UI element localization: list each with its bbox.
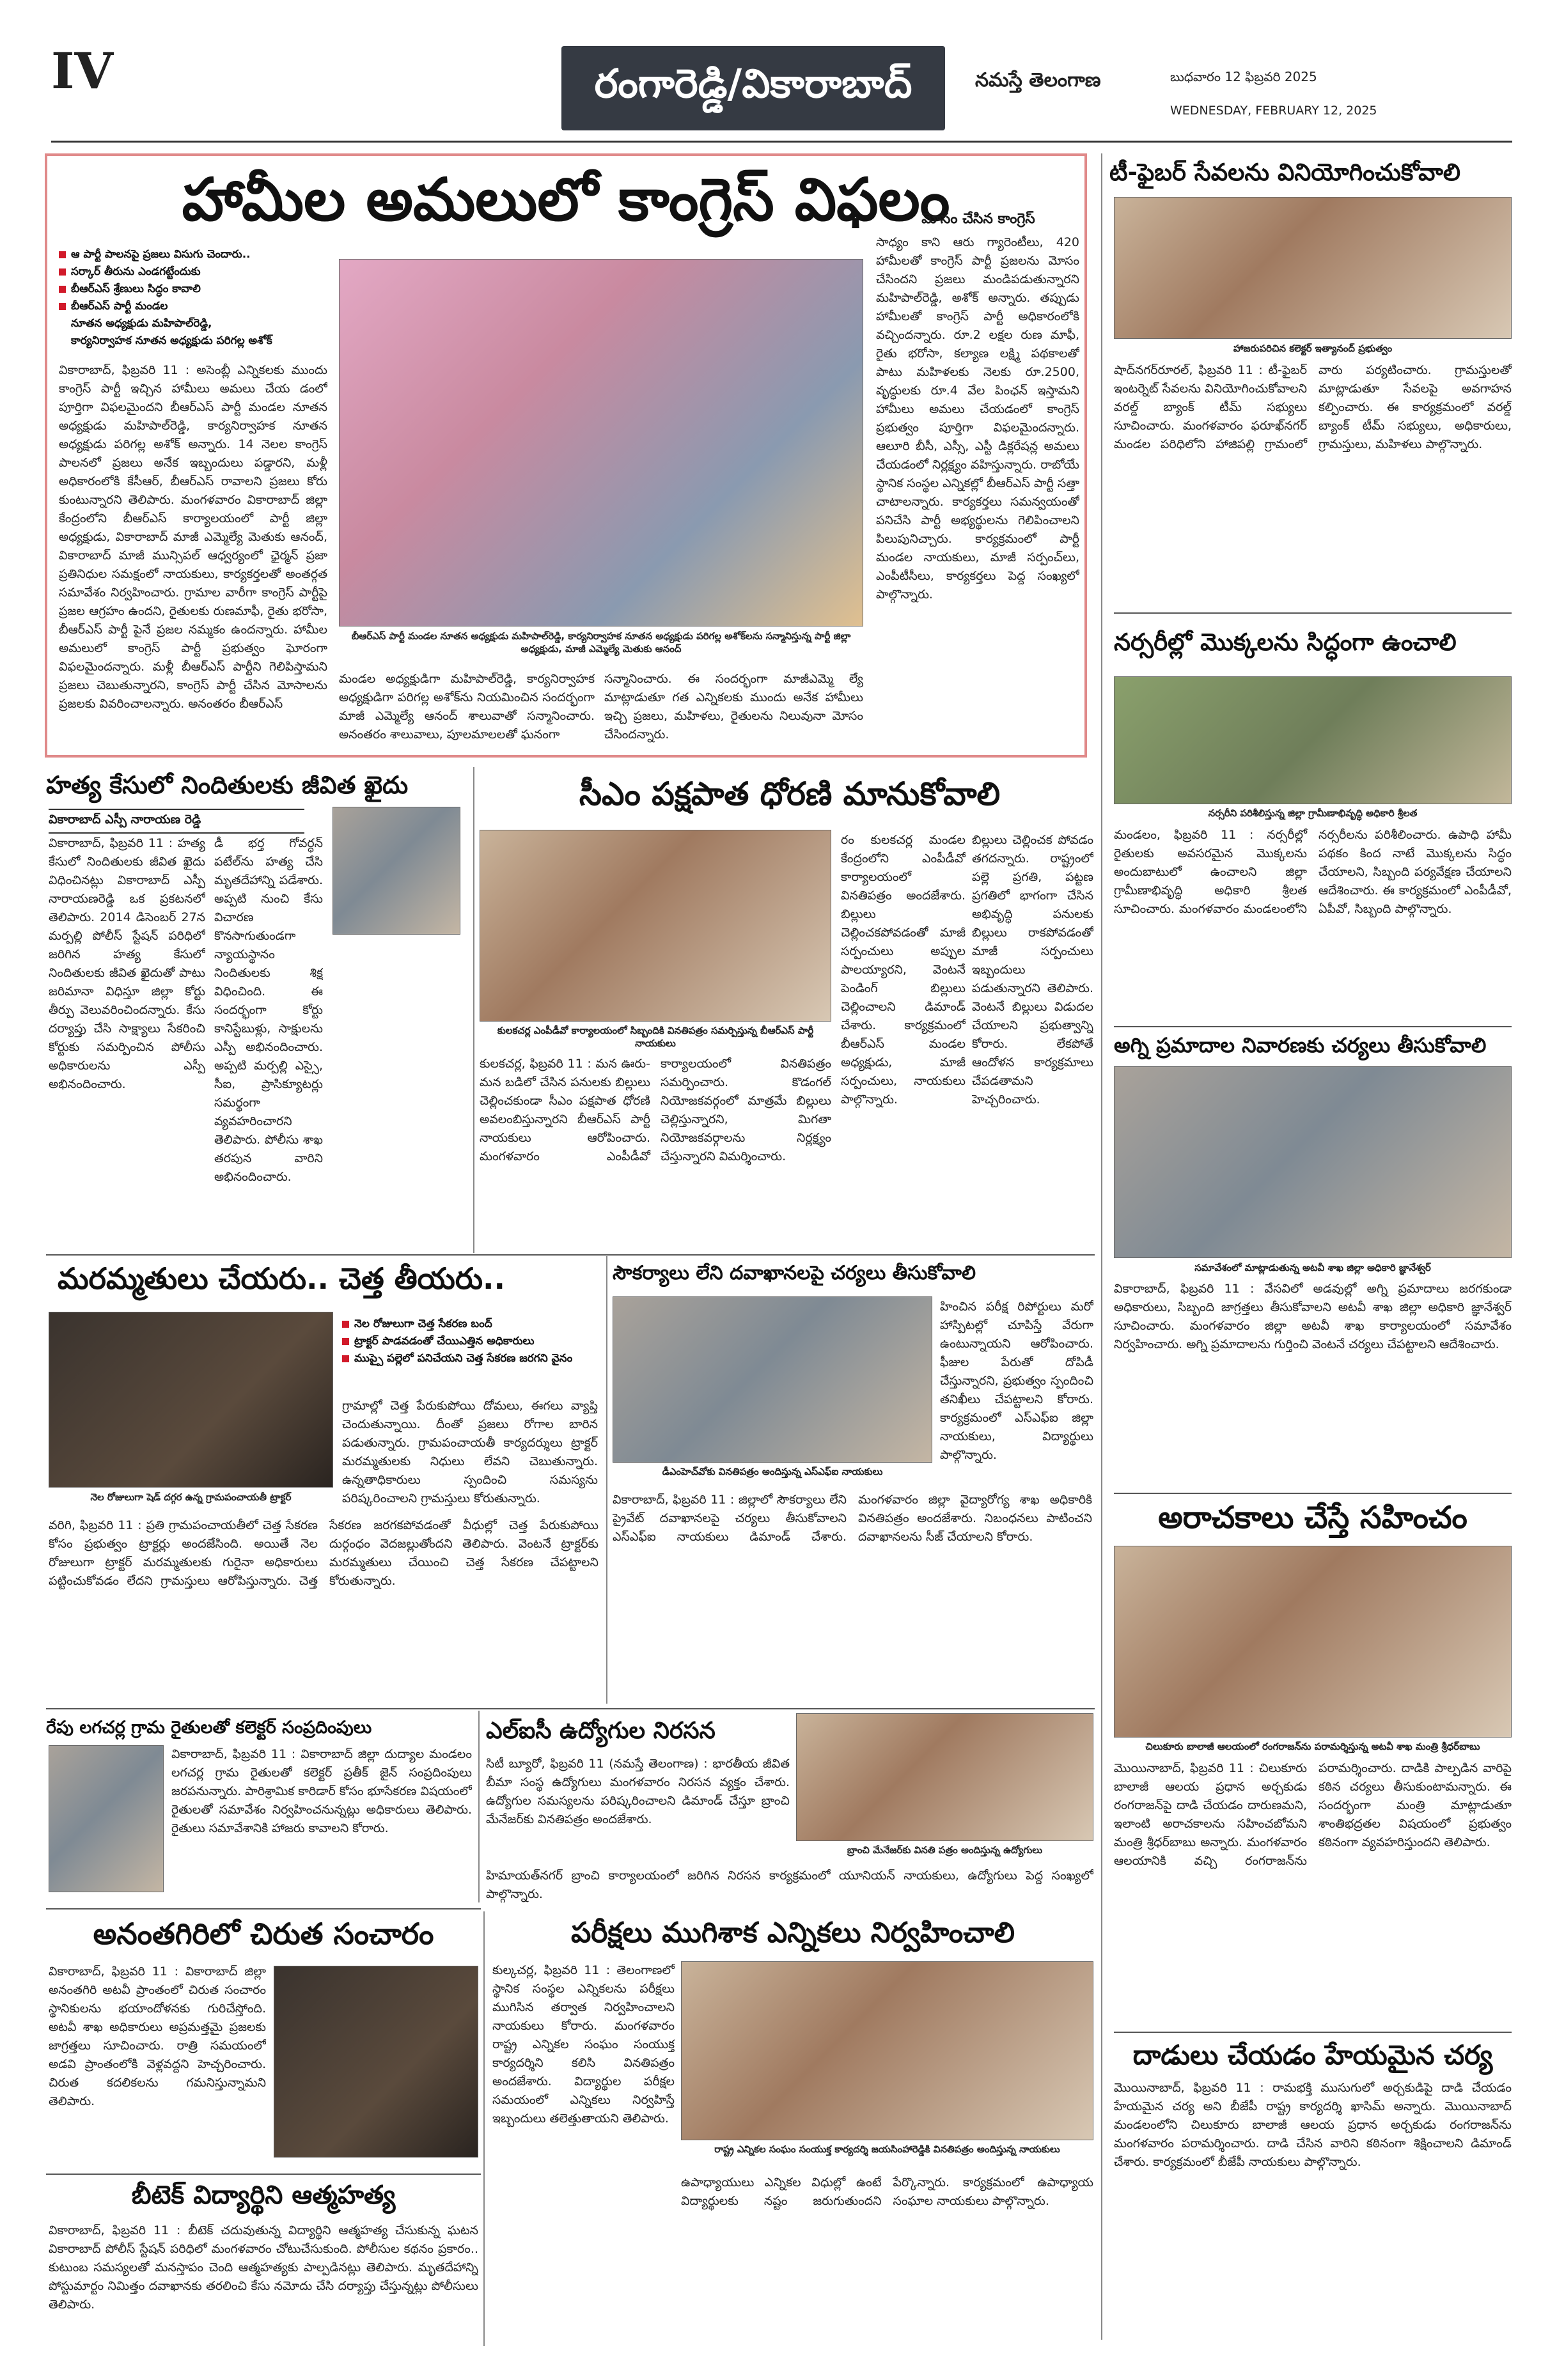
tfiber-headline: టీ-ఫైబర్ సేవలను వినియోగించుకోవాలి — [1109, 159, 1460, 186]
exams-body: కుల్కచర్ల, ఫిబ్రవరి 11 : తెలంగాణలో స్థానిక సంస్థల ఎన్నికలను పరీక్షలు ముగిసిన తర్వాత నిర్వహించాలని నాయకులు కోరారు. మంగళవారం రాష్ట్ర ఎన్నికల సంఘం సంయుక్త కార్యదర్శిని కలిసి వినతిపత్రం అందజేశారు. విద్యార్థుల పరీక్షల సమయంలో ఎన్నికలు నిర్వహిస్తే ఇబ్బందులు తలెత్తుతాయని తెలిపారు. — [492, 1963, 675, 2126]
anarchy-headline: అరాచకాలు చేస్తే సహించం — [1158, 1500, 1467, 1536]
tractor-photo — [49, 1312, 333, 1488]
lic-body: సిటీ బ్యూరో, ఫిబ్రవరి 11 (నమస్తే తెలంగాణ) : భారతీయ జీవిత బీమా సంస్థ ఉద్యోగులు మంగళవారం నిరసన వ్యక్తం చేశారు. ఉద్యోగుల సమస్యలను పరిష్కరించాలని డిమాండ్ చేస్తూ బ్రాంచి మేనేజర్‌కు వినతిపత్రం అందజేశారు. — [486, 1757, 790, 1826]
lic-caption: బ్రాంచి మేనేజర్‌కు వినతి పత్రం అందిస్తున్న ఉద్యోగులు — [847, 1844, 1043, 1856]
exams-body2: ఉపాధ్యాయులు ఎన్నికల విధుల్లో ఉంటే విద్యార్థులకు నష్టం జరుగుతుందని పేర్కొన్నారు. కార్యక్రమంలో ఉపాధ్యాయ సంఘాల నాయకులు పాల్గొన్నారు. — [681, 2175, 1093, 2208]
exams-caption: రాష్ట్ర ఎన్నికల సంఘం సంయుక్త కార్యదర్శి జయసింహారెడ్డికి వినతిపత్రం అందిస్తున్న నాయకులు — [714, 2143, 1060, 2155]
lead-photo — [339, 259, 863, 626]
lead-subhead: మోసం చేసిన కాంగ్రెస్ — [921, 211, 1035, 227]
collector-photo — [49, 1745, 164, 1892]
repair-body-b: గ్రామాల్లో చెత్త పేరుకుపోయి దోమలు, ఈగలు వ్యాప్తి చెందుతున్నాయి. దీంతో ప్రజలు రోగాల బారిన పడుతున్నారు. గ్రామపంచాయతీ కార్యదర్శులు ట్రాక్టర్ మరమ్మతులకు నిధులు లేవని చెబుతున్నారు. ఉన్నతాధికారులు స్పందించి సమస్యను పరిష్కరించాలని గ్రామస్తులు కోరుతున్నారు. — [342, 1399, 598, 1505]
lead-bullet: ఆ పార్టీ పాలనపై ప్రజలు విసుగు చెందారు.. — [59, 246, 302, 263]
lead-bullets — [59, 246, 302, 350]
lead-bullet: కార్యనిర్వాహక నూతన అధ్యక్షుడు పరిగల్ల అశోక్ — [71, 334, 272, 347]
lead-bullet: బీఆర్ఎస్ శ్రేణులు సిద్ధం కావాలి — [59, 281, 302, 298]
hospital-headline: సౌకర్యాలు లేని దవాఖానలపై చర్యలు తీసుకోవాలి — [613, 1262, 976, 1284]
tfiber-body: షాద్‌నగర్‌రూరల్, ఫిబ్రవరి 11 : టీ-ఫైబర్ ఇంటర్నెట్ సేవలను వినియోగించుకోవాలని వరల్డ్ బ్యాంక్ టీమ్ సభ్యులు సూచించారు. మంగళవారం ఫరూఖ్‌నగర్ మండల పరిధిలోని హాజిపల్లి గ్రామంలో వారు పర్యటించారు. గ్రామస్తులతో మాట్లాడుతూ సేవలపై అవగాహన కల్పించారు. ఈ కార్యక్రమంలో వరల్డ్ బ్యాంక్ టీమ్ సభ్యులు, అధికారులు, గ్రామస్తులు, మహిళలు పాల్గొన్నారు. — [1114, 363, 1512, 451]
divider — [46, 1708, 1095, 1709]
repair-bullet: ముప్పై పల్లెలో పనిచేయని చెత్త సేకరణ జరగని వైనం — [342, 1350, 598, 1367]
repair-body: వరిగి, ఫిబ్రవరి 11 : ప్రతి గ్రామపంచాయతీలో చెత్త సేకరణ కోసం ప్రభుత్వం ట్రాక్టర్లు అందజేసింది. అయితే నెల రోజులుగా ట్రాక్టర్ మరమ్మతులకు గురైనా అధికారులు పట్టించుకోవడం లేదని గ్రామస్తులు ఆరోపిస్తున్నారు. చెత్త సేకరణ జరగకపోవడంతో వీధుల్లో చెత్త పేరుకుపోయి దుర్గంధం వెదజల్లుతోందని తెలిపారు. వెంటనే ట్రాక్టర్‌కు మరమ్మతులు చేయించి చెత్త సేకరణ చేపట్టాలని కోరుతున్నారు. — [49, 1518, 599, 1588]
divider — [46, 2174, 481, 2175]
lic-photo — [796, 1713, 1093, 1841]
leopard-headline: అనంతగిరిలో చిరుత సంచారం — [93, 1917, 434, 1951]
exams-photo — [681, 1961, 1093, 2140]
tfiber-caption: హాజరుపరిచిన కలెక్టర్ ఇత్యానంద్ ప్రభుత్వం — [1233, 343, 1393, 354]
cm-body2: రం కులకచర్ల మండల కేంద్రంలోని ఎంపీడీవో కార్యాలయంలో వినతిపత్రం అందజేశారు. బిల్లులు చెల్లించకపోవడంతో మాజీ సర్పంచులు అప్పుల పాలయ్యారని, వెంటనే పెండింగ్ బిల్లులు చెల్లించాలని డిమాండ్ చేశారు. కార్యక్రమంలో బీఆర్ఎస్ మండల అధ్యక్షుడు, మాజీ సర్పంచులు, నాయకులు పాల్గొన్నారు. — [841, 833, 966, 1107]
exams-headline: పరీక్షలు ముగిశాక ఎన్నికలు నిర్వహించాలి — [571, 1917, 1015, 1949]
repair-bullet: నెల రోజులుగా చెత్త సేకరణ బంద్ — [342, 1316, 598, 1333]
right-col-divider — [1101, 153, 1102, 2340]
hospital-body2: హించిన పరీక్ష రిపోర్టులు మరో హాస్పిటల్లో చూపిస్తే వేరుగా ఉంటున్నాయని ఆరోపించారు. ఫీజుల పేరుతో దోపిడీ చేస్తున్నారని, ప్రభుత్వం స్పందించి తనిఖీలు చేపట్టాలని కోరారు. కార్యక్రమంలో ఎస్‌ఎఫ్‌ఐ జిల్లా నాయకులు, విద్యార్థులు పాల్గొన్నారు. — [940, 1300, 1093, 1462]
date-english: WEDNESDAY, FEBRUARY 12, 2025 — [1170, 104, 1377, 118]
cm-body3: బిల్లులు చెల్లించక పోవడం తగదన్నారు. రాష్ట్రంలో పల్లె ప్రగతి, పట్టణ ప్రగతిలో భాగంగా చేసిన అభివృద్ధి పనులకు బిల్లులు రాకపోవడంతో మాజీ సర్పంచులు ఇబ్బందులు పడుతున్నారని తెలిపారు. వెంటనే బిల్లులు విడుదల చేయాలని ప్రభుత్వాన్ని కోరారు. లేకపోతే ఆందోళన కార్యక్రమాలు చేపడతామని హెచ్చరించారు. — [972, 833, 1093, 1107]
anarchy-caption: చిలుకూరు బాలాజీ ఆలయంలో రంగరాజన్‌ను పరామర్శిస్తున్న అటవీ శాఖ మంత్రి శ్రీధర్‌బాబు — [1145, 1741, 1480, 1752]
repair-bullets — [342, 1316, 598, 1367]
attack-body: మొయినాబాద్, ఫిబ్రవరి 11 : రామభక్తి ముసుగులో అర్చకుడిపై దాడి చేయడం హేయమైన చర్య అని బీజేపీ రాష్ట్ర కార్యదర్శి ఖాసిమ్‌ అన్నారు. మొయినాబాద్ మండలంలోని చిలుకూరు బాలాజీ ఆలయ ప్రధాన అర్చకుడు రంగరాజన్‌ను మంగళవారం పరామర్శించారు. దాడి చేసిన వారిని కఠినంగా శిక్షించాలని డిమాండ్ చేశారు. కార్యక్రమంలో బీజేపీ నాయకులు పాల్గొన్నారు. — [1114, 2081, 1512, 2169]
murder-body2: డీ భర్త గోవర్ధన్ పటేల్‌ను హత్య చేసి మృతదేహాన్ని పడేశారు. అప్పటి నుంచి కేసు విచారణ కొనసాగుతుండగా న్యాయస్థానం నిందితులకు శిక్ష విధించింది. ఈ సందర్భంగా కోర్టు కానిస్టేబుళ్లు, సాక్షులను ఎస్పీ అభినందించారు. అప్పటి మర్పల్లి ఎస్సై, సీఐ, ప్రాసిక్యూటర్లు సమర్థంగా వ్యవహరించారని తెలిపారు. పోలీసు శాఖ తరపున వారిని అభినందించారు. — [214, 836, 323, 1184]
date-telugu: బుధవారం 12 ఫిబ్రవరి 2025 — [1170, 69, 1317, 84]
lead-headline: హామీల అమలులో కాంగ్రెస్ విఫలం — [182, 166, 950, 234]
cm-caption: కులకచర్ల ఎంపీడీవో కార్యాలయంలో సిబ్బందికి వినతిపత్రం సమర్పిస్తున్న బీఆర్ఎస్ పార్టీ నాయకులు — [497, 1025, 814, 1049]
fire-body: వికారాబాద్, ఫిబ్రవరి 11 : వేసవిలో అడవుల్లో అగ్ని ప్రమాదాలు జరగకుండా అధికారులు, సిబ్బంది జాగ్రత్తలు తీసుకోవాలని అటవీ శాఖ జిల్లా అధికారి జ్ఞానేశ్వర్ సూచించారు. మంగళవారం జిల్లా అటవీ శాఖ కార్యాలయంలో సమావేశం నిర్వహించారు. అగ్ని ప్రమాదాలను గుర్తించి వెంటనే చర్యలు చేపట్టాలని ఆదేశించారు. — [1114, 1282, 1512, 1351]
nursery-photo — [1114, 676, 1512, 804]
nursery-caption: నర్సరీని పరిశీలిస్తున్న జిల్లా గ్రామీణాభివృద్ధి అధికారి శ్రీలత — [1208, 807, 1418, 819]
lead-body-right: సాధ్యం కాని ఆరు గ్యారెంటీలు, 420 హామీలతో కాంగ్రెస్ పార్టీ ప్రజలను మోసం చేసిందని ప్రజలు మండిపడుతున్నారని మహిపాల్‌రెడ్డి, అశోక్ అన్నారు. తప్పుడు హామీలతో కాంగ్రెస్ పార్టీ అధికారంలోకి వచ్చిందన్నారు. రూ.2 లక్షల రుణ మాఫీ, రైతు భరోసా, కల్యాణ లక్ష్మి పథకాలతో పాటు మహిళలకు నెలకు రూ.2500, వృద్ధులకు రూ.4 వేల పింఛన్ ఇస్తామని హామీలు అమలు చేయడంలో కాంగ్రెస్ ప్రభుత్వం పూర్తిగా విఫలమైందన్నారు. ఆలూరి బీసీ, ఎస్సీ, ఎస్టీ డిక్లరేషన్ల అమలు చేయడంలో నిర్లక్ష్యం వహిస్తున్నారు. రాబోయే స్థానిక సంస్థల ఎన్నికల్లో బీఆర్ఎస్ పార్టీ సత్తా చాటాలన్నారు. కార్యకర్తలు సమన్వయంతో పనిచేసి పార్టీ అభ్యర్థులను గెలిపించాలని పిలుపునిచ్చారు. కార్యక్రమంలో పార్టీ మండల నాయకులు, మాజీ సర్పంచ్‌లు, ఎంపీటీసీలు, కార్యకర్తలు పెద్ద సంఖ్యలో పాల్గొన్నారు. — [876, 235, 1079, 602]
divider — [473, 767, 474, 1253]
collector-headline: రేపు లగచర్ల గ్రామ రైతులతో కలెక్టర్ సంప్రదింపులు — [46, 1718, 372, 1738]
cm-body1: కులకచర్ల, ఫిబ్రవరి 11 : మన ఊరు-మన బడిలో చేసిన పనులకు బిల్లులు చెల్లించకుండా సీఎం పక్షపాత ధోరణి అవలంబిస్తున్నారని బీఆర్ఎస్ పార్టీ నాయకులు ఆరోపించారు. మంగళవారం ఎంపీడీవో కార్యాలయంలో వినతిపత్రం సమర్పించారు. కొడంగల్ నియోజకవర్గంలో మాత్రమే బిల్లులు చెల్లిస్తున్నారని, మిగతా నియోజకవర్గాలను నిర్లక్ష్యం చేస్తున్నారని విమర్శించారు. — [480, 1057, 831, 1163]
divider — [1114, 2032, 1512, 2033]
divider — [1114, 1026, 1512, 1027]
lead-below-col2: సన్మానించారు. ఈ సందర్భంగా మాజీఎమ్మె ల్యే మాట్లాడుతూ గత ఎన్నికలకు ముందు అనేక హామీలు ఇచ్చి ప్రజలు, మహిళలు, రైతులను నిలువునా మోసం చేసిందన్నారు. — [604, 672, 863, 742]
lead-bullet: నూతన అధ్యక్షుడు మహిపాల్‌రెడ్డి, — [71, 317, 212, 330]
repair-bullet: ట్రాక్టర్ పాడవడంతో చేయిఎత్తిన అధికారులు — [342, 1333, 598, 1350]
tractor-caption: నెల రోజులుగా షెడ్ దగ్గర ఉన్న గ్రామపంచాయతీ ట్రాక్టర్ — [90, 1491, 292, 1503]
cm-headline: సీఎం పక్షపాత ధోరణి మానుకోవాలి — [579, 775, 1001, 813]
section-title: రంగారెడ్డి/వికారాబాద్ — [594, 60, 912, 107]
lead-photo-caption: బీఆర్ఎస్ పార్టీ మండల నూతన అధ్యక్షుడు మహిపాల్‌రెడ్డి, కార్యనిర్వాహక నూతన అధ్యక్షుడు పరిగల్ల అశోక్‌లను సన్మానిస్తున్న పార్టీ జిల్లా అధ్యక్షుడు, మాజీ ఎమ్మెల్యే మెతుకు ఆనంద్ — [351, 630, 851, 655]
divider — [46, 1254, 1095, 1256]
anarchy-photo — [1114, 1546, 1512, 1738]
collector-body: వికారాబాద్, ఫిబ్రవరి 11 : వికారాబాద్ జిల్లా దుద్యాల మండలం లగచర్ల గ్రామ రైతులతో కలెక్టర్ ప్రతీక్ జైన్ సంప్రదింపులు జరపనున్నారు. పారిశ్రామిక కారిడార్ కోసం భూసేకరణ విషయంలో రైతులతో సమావేశం నిర్వహించనున్నట్లు అధికారులు తెలిపారు. రైతులు సమావేశానికి హాజరు కావాలని కోరారు. — [171, 1747, 472, 1835]
btech-body: వికారాబాద్, ఫిబ్రవరి 11 : బీటెక్ చదువుతున్న విద్యార్థిని ఆత్మహత్య చేసుకున్న ఘటన వికారాబాద్ పోలీస్ స్టేషన్ పరిధిలో మంగళవారం చోటుచేసుకుంది. పోలీసుల కథనం ప్రకారం.. కుటుంబ సమస్యలతో మనస్తాపం చెంది ఆత్మహత్యకు పాల్పడినట్లు తెలిపారు. మృతదేహాన్ని పోస్టుమార్టం నిమిత్తం దవాఖానకు తరలించి కేసు నమోదు చేసి దర్యాప్తు చేస్తున్నట్లు పోలీసులు తెలిపారు. — [49, 2223, 478, 2312]
btech-headline: బీటెక్ విద్యార్థిని ఆత్మహత్య — [131, 2181, 396, 2210]
fire-headline: అగ్ని ప్రమాదాల నివారణకు చర్యలు తీసుకోవాలి — [1114, 1033, 1487, 1057]
page-number: IV — [51, 42, 114, 100]
divider — [1114, 1493, 1512, 1494]
hospital-body: వికారాబాద్, ఫిబ్రవరి 11 : జిల్లాలో సౌకర్యాలు లేని ప్రైవేట్ దవాఖానలపై చర్యలు తీసుకోవాలని ఎస్‌ఎఫ్‌ఐ నాయకులు డిమాండ్ చేశారు. మంగళవారం జిల్లా వైద్యారోగ్య శాఖ అధికారికి వినతిపత్రం అందజేశారు. నిబంధనలు పాటించని దవాఖానలను సీజ్ చేయాలని కోరారు. — [613, 1493, 1092, 1544]
cm-photo — [480, 830, 831, 1022]
sp-photo — [333, 807, 460, 935]
fire-caption: సమావేశంలో మాట్లాడుతున్న అటవీ శాఖ జిల్లా అధికారి జ్ఞానేశ్వర్ — [1194, 1262, 1431, 1273]
tfiber-photo — [1114, 197, 1512, 339]
murder-headline: హత్య కేసులో నిందితులకు జీవిత ఖైదు — [46, 771, 409, 799]
leopard-photo — [274, 1966, 478, 2158]
nursery-headline: నర్సరీల్లో మొక్కలను సిద్ధంగా ఉంచాలి — [1114, 628, 1457, 656]
hospital-caption: డీఎంహెచ్‌వోకు వినతిపత్రం అందిస్తున్న ఎస్‌ఎఫ్‌ఐ నాయకులు — [662, 1466, 883, 1477]
lead-body-col1: వికారాబాద్, ఫిబ్రవరి 11 : అసెంబ్లీ ఎన్నికలకు ముందు కాంగ్రెస్ పార్టీ ఇచ్చిన హామీలు అమలు చేయ డంలో పూర్తిగా విఫలమైందని బీఆర్ఎస్ పార్టీ మండల నూతన అధ్యక్షుడు మహిపాల్‌రెడ్డి, కార్యనిర్వాహక నూతన అధ్యక్షుడు పరిగల్ల అశోక్ అన్నారు. 14 నెలల కాంగ్రెస్ పాలనలో ప్రజలు అనేక ఇబ్బందులు పడ్డారని, మళ్లీ అధికారంలోకి కేసీఆర్, బీఆర్ఎస్ రావాలని ప్రజలు కోరు కుంటున్నారని తెలిపారు. మంగళవారం వికారాబాద్ జిల్లా కేంద్రంలోని బీఆర్ఎస్ కార్యాలయంలో పార్టీ జిల్లా అధ్యక్షుడు, వికారాబాద్ మాజీ ఎమ్మెల్యే మెతుకు ఆనంద్, వికారాబాద్ మాజీ మున్సిపల్ ఆధ్వర్యంలో ఛైర్మన్ ప్రజా ప్రతినిధుల సమక్షంలో నాయకులు, కార్యకర్తలతో అంతర్గత సమావేశం నిర్వహించారు. గ్రామాల వారీగా కాంగ్రెస్ పార్టీపై ప్రజల ఆగ్రహం ఉందని, రైతులకు రుణమాఫీ, రైతు భరోసా, బీఆర్ఎస్ పార్టీ పైనే ప్రజల నమ్మకం ఉందన్నారు. హామీల అమలులో కాంగ్రెస్ పార్టీ ప్రభుత్వం ఘోరంగా విఫలమైందన్నారు. మళ్లీ బీఆర్ఎస్ పార్టీని గెలిపిస్తామని ప్రజలు చెబుతున్నారని, కాంగ్రెస్ పార్టీ చేసిన మోసాలను ప్రజలకు వివరించాలన్నారు. అనంతరం బీఆర్ఎస్ — [59, 363, 327, 711]
divider — [1114, 612, 1512, 614]
fire-photo — [1114, 1066, 1512, 1258]
lead-below-col1: మండల అధ్యక్షుడిగా మహిపాల్‌రెడ్డి, కార్యనిర్వాహక అధ్యక్షుడిగా పరిగల్ల అశోక్‌ను నియమించిన సందర్భంగా మాజీ ఎమ్మెల్యే ఆనంద్ శాలువాతో సన్మానించారు. అనంతరం శాలువాలు, పూలమాలలతో ఘనంగా — [339, 672, 595, 742]
nursery-body: మండలం, ఫిబ్రవరి 11 : నర్సరీల్లో రైతులకు అవసరమైన మొక్కలను అందుబాటులో ఉంచాలని జిల్లా గ్రామీణాభివృద్ధి అధికారి శ్రీలత సూచించారు. మంగళవారం మండలంలోని నర్సరీలను పరిశీలించారు. ఉపాధి హామీ పథకం కింద నాటే మొక్కలను సిద్ధం చేయాలని, సిబ్బంది పర్యవేక్షణ చేయాలని ఆదేశించారు. ఈ కార్యక్రమంలో ఎంపీడీవో, ఏపీవో, సిబ్బంది పాల్గొన్నారు. — [1114, 828, 1512, 916]
divider — [46, 1908, 481, 1909]
hospital-photo — [613, 1296, 932, 1463]
murder-byline: వికారాబాద్ ఎస్పీ నారాయణ రెడ్డి — [49, 809, 304, 834]
divider — [606, 1256, 607, 1704]
repair-headline: మరమ్మతులు చేయరు.. చెత్త తీయరు.. — [58, 1261, 505, 1296]
leopard-body: వికారాబాద్, ఫిబ్రవరి 11 : వికారాబాద్ జిల్లా అనంతగిరి అటవీ ప్రాంతంలో చిరుత సంచారం స్థానికులను భయాందోళనకు గురిచేస్తోంది. అటవీ శాఖ అధికారులు అప్రమత్తమై ప్రజలకు జాగ్రత్తలు సూచించారు. రాత్రి సమయంలో అడవి ప్రాంతంలోకి వెళ్లవద్దని హెచ్చరించారు. చిరుత కదలికలను గమనిస్తున్నామని తెలిపారు. — [49, 1964, 266, 2108]
divider — [478, 1711, 480, 1902]
attack-headline: దాడులు చేయడం హేయమైన చర్య — [1132, 2039, 1493, 2071]
divider — [483, 1911, 485, 2346]
lead-bullet: సర్కార్ తీరును ఎండగట్టేందుకు — [59, 263, 302, 281]
murder-body: వికారాబాద్, ఫిబ్రవరి 11 : హత్య కేసులో నిందితులకు జీవిత ఖైదు విధించినట్లు వికారాబాద్ ఎస్పీ నారాయణరెడ్డి ఒక ప్రకటనలో తెలిపారు. 2014 డిసెంబర్ 27న మర్పల్లి పోలీస్ స్టేషన్ పరిధిలో జరిగిన హత్య కేసులో నిందితులకు జీవిత ఖైదుతో పాటు జరిమానా విధిస్తూ జిల్లా కోర్టు తీర్పు వెలువరించిందన్నారు. కేసు దర్యాప్తు చేసి సాక్ష్యాలు సేకరించి కోర్టుకు సమర్పించిన పోలీసు అధికారులను ఎస్పీ అభినందించారు. — [49, 836, 205, 1091]
anarchy-body: మొయినాబాద్, ఫిబ్రవరి 11 : చిలుకూరు బాలాజీ ఆలయ ప్రధాన అర్చకుడు రంగరాజన్‌పై దాడి చేయడం దారుణమని, ఇలాంటి అరాచకాలను సహించబోమని మంత్రి శ్రీధర్‌బాబు అన్నారు. మంగళవారం ఆలయానికి వచ్చి రంగరాజన్‌ను పరామర్శించారు. దాడికి పాల్పడిన వారిపై కఠిన చర్యలు తీసుకుంటామన్నారు. ఈ సందర్భంగా మంత్రి మాట్లాడుతూ శాంతిభద్రతల విషయంలో ప్రభుత్వం కఠినంగా వ్యవహరిస్తుందని తెలిపారు. — [1114, 1761, 1512, 1868]
lic-headline: ఎల్ఐసీ ఉద్యోగుల నిరసన — [486, 1718, 716, 1744]
lic-body2: హిమాయత్‌నగర్ బ్రాంచి కార్యాలయంలో జరిగిన నిరసన కార్యక్రమంలో యూనియన్ నాయకులు, ఉద్యోగులు పెద్ద సంఖ్యలో పాల్గొన్నారు. — [486, 1869, 1093, 1901]
lead-bullet: బీఆర్ఎస్ పార్టీ మండల — [59, 298, 302, 315]
masthead-rule — [51, 141, 1512, 143]
newspaper-name: నమస్తే తెలంగాణ — [975, 69, 1101, 91]
